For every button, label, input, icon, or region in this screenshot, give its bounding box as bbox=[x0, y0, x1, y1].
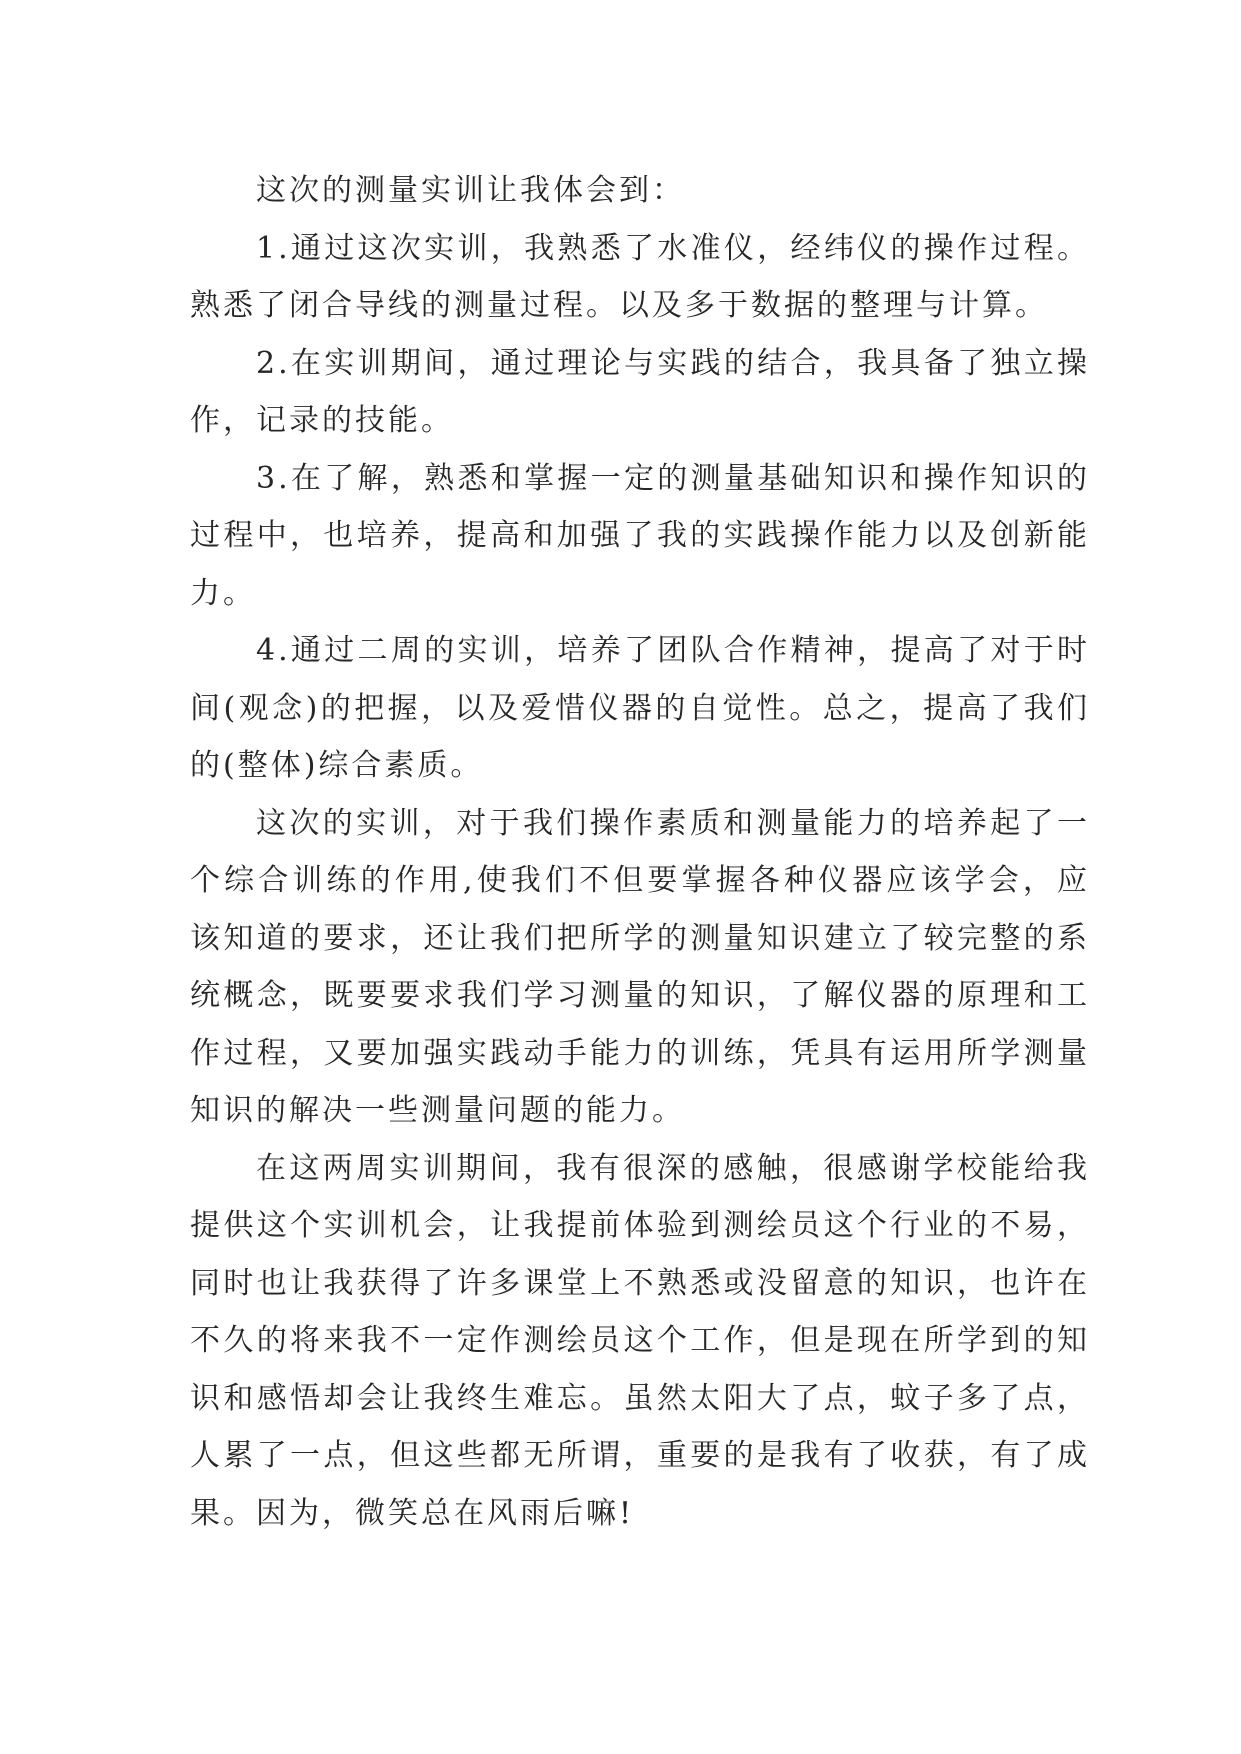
paragraph-point-2: 2.在实训期间，通过理论与实践的结合，我具备了独立操作，记录的技能。 bbox=[190, 345, 1090, 438]
paragraph-intro: 这次的测量实训让我体会到： bbox=[256, 173, 685, 208]
paragraph-point-4: 4.通过二周的实训，培养了团队合作精神，提高了对于时间(观念)的把握，以及爱惜仪器的自觉性。总之，提高了我们的(整体)综合素质。 bbox=[190, 633, 1090, 783]
paragraph-reflection: 在这两周实训期间，我有很深的感触，很感谢学校能给我提供这个实训机会，让我提前体验到测绘员这个行业的不易，同时也让我获得了许多课堂上不熟悉或没留意的知识，也许在不久的将来我不一定作测绘员这个工作，但是现在所学到的知识和感悟却会让我终生难忘。虽然太阳大了点，蚊子多了点，人累了一点，但这些都无所谓，重要的是我有了收获，有了成果。因为，微笑总在风雨后嘛! bbox=[190, 1150, 1090, 1531]
paragraph-point-1: 1.通过这次实训，我熟悉了水准仪，经纬仪的操作过程。熟悉了闭合导线的测量过程。以及多于数据的整理与计算。 bbox=[190, 230, 1090, 323]
paragraph-point-3: 3.在了解，熟悉和掌握一定的测量基础知识和操作知识的过程中，也培养，提高和加强了我的实践操作能力以及创新能力。 bbox=[190, 460, 1090, 611]
paragraph-summary: 这次的实训，对于我们操作素质和测量能力的培养起了一个综合训练的作用,使我们不但要掌握各种仪器应该学会，应该知道的要求，还让我们把所学的测量知识建立了较完整的系统概念，既要要求我们学习测量的知识，了解仪器的原理和工作过程，又要加强实践动手能力的训练，凭具有运用所学测量知识的解决一些测量问题的能力。 bbox=[190, 805, 1090, 1128]
document-body bbox=[190, 162, 1090, 1542]
